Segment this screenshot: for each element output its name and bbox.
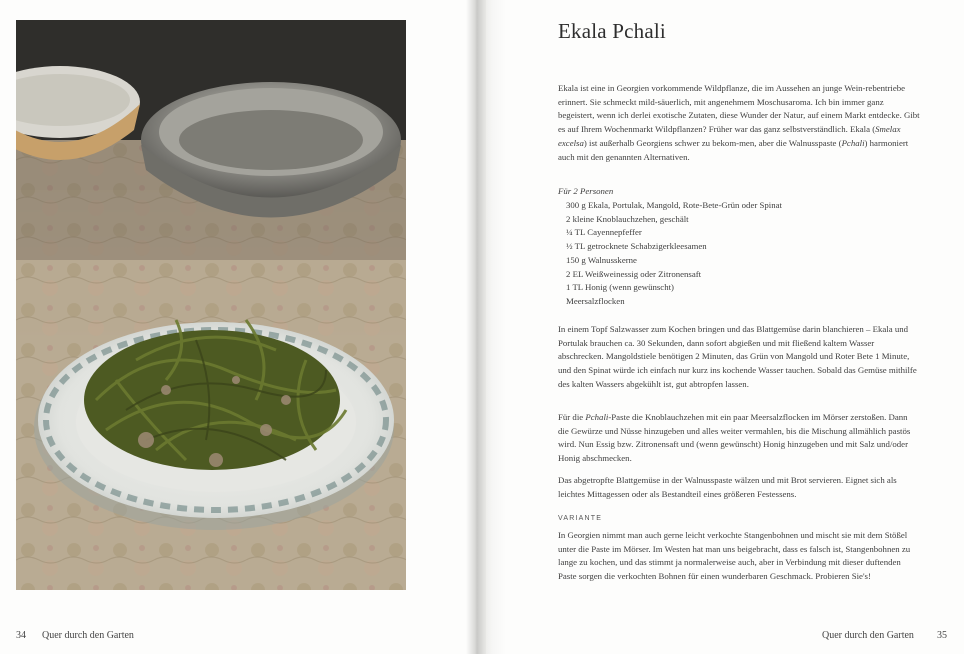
running-head-right: Quer durch den Garten bbox=[822, 630, 914, 641]
page-number-right: 35 bbox=[937, 630, 947, 641]
running-head-left: Quer durch den Garten bbox=[42, 630, 134, 641]
recipe-title: Ekala Pchali bbox=[558, 19, 666, 43]
ingredient-item: ½ TL getrocknete Schabzigerkleesamen bbox=[566, 241, 707, 252]
ingredient-item: Meersalzflocken bbox=[566, 295, 625, 306]
method-step-3-text: Das abgetropfte Blattgemüse in der Walnusspaste wälzen und mit Brot servieren. Eignet sich als leichtes Mittagessen oder als Bestandteil eines größeren Festessens. bbox=[558, 475, 897, 499]
intro-text-3: ) harmoniert auch mit den genannten Alternativen. bbox=[558, 137, 909, 162]
method-step-1 bbox=[558, 323, 920, 392]
page-number-left: 34 bbox=[16, 630, 26, 641]
step2-text-2: -Paste die Knoblauchzehen mit ein paar Meersalzflocken im Mörser zerstoßen. Dann die Gewürze und Nüsse hinzugeben und alles weiter vermahlen, bis die Mischung allmählich pastös wird. Nun Essig bzw. Zitronensaft und (wenn gewünscht) Honig hinzugeben und mit Salz und/oder Honig abschmecken. bbox=[558, 412, 911, 464]
book-gutter bbox=[466, 0, 486, 654]
ingredient-list bbox=[566, 199, 782, 309]
servings: Für 2 Personen bbox=[558, 186, 614, 196]
variant-paragraph bbox=[558, 529, 920, 584]
ingredient-item: 2 kleine Knoblauchzehen, geschält bbox=[566, 213, 689, 224]
ingredient-item: 1 TL Honig (wenn gewünscht) bbox=[566, 282, 674, 293]
intro-paragraph bbox=[558, 82, 920, 164]
dish-photo bbox=[16, 20, 406, 590]
variant-heading: VARIANTE bbox=[558, 515, 603, 522]
method-step-2 bbox=[558, 411, 920, 466]
ingredient-item: 150 g Walnusskerne bbox=[566, 254, 637, 265]
intro-pchali: Pchali bbox=[841, 137, 865, 148]
ingredient-item: ¼ TL Cayennepfeffer bbox=[566, 227, 642, 238]
method-step-3 bbox=[558, 474, 920, 501]
intro-text-2: ) ist außerhalb Georgiens schwer zu bekom-men, aber die Walnusspaste ( bbox=[583, 137, 842, 148]
intro-text-1: Ekala ist eine in Georgien vorkommende Wildpflanze, die im Aussehen an junge Wein-rebentriebe erinnert. Sie schmeckt mild-säuerlich, mit angenehmem Moschusaroma. Ich bin immer ganz begeistert, wenn ich derlei exotische Zutaten, diese Wunder der Natur, auf einem Markt entdecke. Gibt es auf Ihrem Wochenmarkt Wildpflanzen? Früher war das ganz selbstverständlich. Ekala ( bbox=[558, 83, 920, 135]
step2-pchali: Pchali bbox=[585, 412, 609, 422]
variant-text: In Georgien nimmt man auch gerne leicht verkochte Stangenbohnen und mischt sie mit dem Stößel unter die Paste im Mörser. Im Westen hat man uns beigebracht, dass es falsch ist, Stangenbohnen zu lange zu kochen, und das stimmt ja normalerweise auch, aber in Verbindung mit dieser duftenden Paste sorgen die verkochten Bohnen für einen wunderbaren Geschmack. Probieren Sie's! bbox=[558, 530, 911, 582]
method-step-1-text: In einem Topf Salzwasser zum Kochen bringen und das Blattgemüse darin blanchieren – Ekala und Portulak brauchen ca. 30 Sekunden, dann sofort abgießen und mit fließend kaltem Wasser abschrecken. Mangoldstiele benötigen 2 Minuten, das Grün von Mangold und Roter Bete 1 Minute, und den Spinat würde ich einfach nur kurz ins kochende Wasser tauchen. Sobald das Gemüse mithilfe des kalten Wassers abgekühlt ist, gut abtropfen lassen. bbox=[558, 324, 917, 389]
ingredient-item: 300 g Ekala, Portulak, Mangold, Rote-Bete-Grün oder Spinat bbox=[566, 200, 782, 210]
ingredient-item: 2 EL Weißweinessig oder Zitronensaft bbox=[566, 268, 702, 279]
intro-latin-name: Smelax excelsa bbox=[558, 124, 901, 148]
step2-text-1: Für die bbox=[558, 412, 586, 422]
